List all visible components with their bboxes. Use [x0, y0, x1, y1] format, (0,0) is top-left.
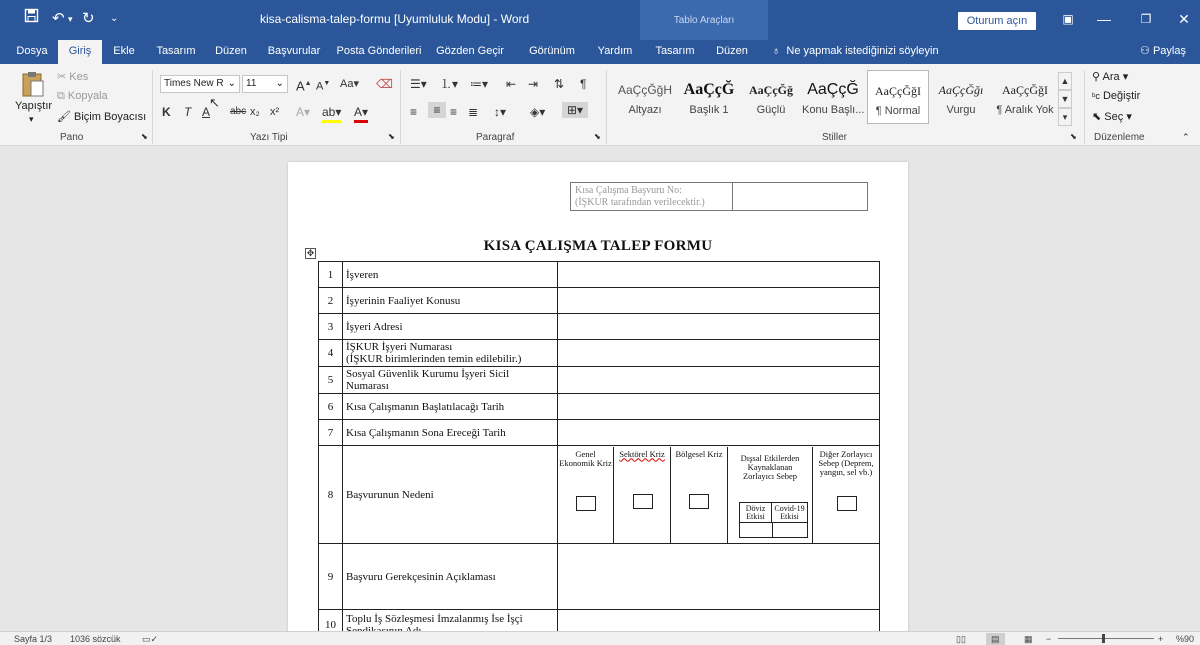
copy-icon: ⧉ [57, 90, 65, 102]
web-layout-icon[interactable]: ▦ [1024, 634, 1033, 644]
checkbox-other-reason[interactable] [837, 496, 857, 511]
decrease-indent-icon[interactable]: ⇤ [506, 77, 517, 91]
cause-sectoral [614, 447, 671, 543]
select-label: Seç [1104, 111, 1124, 123]
print-layout-icon[interactable]: ▤ [986, 633, 1005, 645]
row-number: 2 [319, 288, 343, 314]
change-case-label: Aa [340, 78, 354, 90]
borders-icon[interactable]: ⊞▾ [562, 102, 588, 118]
cut-button[interactable] [57, 70, 88, 83]
cause-regional [671, 447, 728, 543]
title-bar [0, 0, 1200, 40]
row-number: 10 [319, 610, 343, 638]
pilcrow-icon[interactable]: ¶ [580, 77, 587, 91]
row-number: 9 [319, 544, 343, 610]
application-number-label-line1: Kısa Çalışma Başvuru No: [575, 185, 682, 196]
ribbon-separator [1084, 70, 1085, 144]
line-spacing-icon[interactable]: ↕▾ [494, 105, 507, 119]
answer-cell[interactable] [558, 340, 880, 367]
style-sample: AaÇçĞ [683, 81, 735, 98]
bullets-icon[interactable]: ☰▾ [410, 77, 427, 91]
tab-references[interactable]: Başvurular [267, 45, 321, 57]
table-move-handle-icon[interactable]: ✥ [306, 248, 315, 258]
italic-button[interactable]: T [184, 105, 192, 119]
clipboard-paste-icon[interactable] [20, 70, 46, 96]
zoom-slider[interactable] [1058, 638, 1154, 639]
dialog-launcher-icon[interactable]: ⬊ [388, 132, 395, 141]
lightbulb-icon: ♁ [772, 45, 781, 57]
chevron-down-icon: ▾ [1126, 111, 1132, 123]
text-effects-icon[interactable]: A▾ [296, 105, 311, 119]
application-number-label-line2: (İŞKUR tarafından verilecektir.) [575, 197, 705, 208]
row-label-line2: Numarası [346, 380, 389, 392]
copy-button[interactable] [57, 90, 108, 103]
zoom-slider-thumb[interactable] [1102, 634, 1105, 643]
tab-home[interactable]: Giriş [58, 40, 102, 64]
row-label-line1: Sosyal Güvenlik Kurumu İşyeri Sicil [346, 368, 510, 380]
style-heading-1[interactable] [678, 70, 740, 124]
checkbox-sectoral-crisis[interactable] [633, 494, 653, 509]
format-painter-label: Biçim Boyacısı [74, 111, 147, 123]
select-button[interactable] [1092, 110, 1132, 123]
style-name: Konu Başlı... [802, 104, 865, 116]
status-bar [0, 631, 1200, 645]
styles-more-icon[interactable]: ▾ [1058, 108, 1072, 126]
undo-icon[interactable]: ↶ [52, 10, 65, 27]
checkbox-regional-crisis[interactable] [689, 494, 709, 509]
row-label-line2: (İŞKUR birimlerinden temin edilebilir.) [346, 353, 522, 365]
style-sample: AaÇçĞğ [749, 83, 793, 97]
zoom-out-icon[interactable]: − [1046, 634, 1052, 644]
strikethrough-button[interactable]: abc [230, 106, 247, 117]
cause-options-cell [558, 446, 880, 544]
paste-button[interactable]: Yapıştır [15, 100, 53, 112]
document-title: kisa-calisma-talep-formu [Uyumluluk Modu] - Word [260, 12, 530, 26]
share-button[interactable] [1140, 40, 1186, 62]
ribbon-display-icon[interactable]: ▣ [1062, 12, 1074, 26]
numbering-icon[interactable]: ⒈▾ [440, 77, 459, 91]
application-number-box [570, 182, 868, 211]
style-normal[interactable] [867, 70, 929, 124]
chevron-down-icon[interactable]: ▾ [68, 14, 73, 24]
answer-cell[interactable] [558, 367, 880, 394]
increase-indent-icon[interactable]: ⇥ [528, 77, 539, 91]
redo-icon[interactable]: ↻ [82, 10, 95, 27]
cut-label: Kes [69, 71, 89, 83]
row-label: Kısa Çalışmanın Sona Ereceği Tarih [343, 420, 558, 446]
row-number: 5 [319, 367, 343, 394]
superscript-button[interactable]: x² [270, 106, 280, 118]
close-icon[interactable]: ✕ [1178, 11, 1190, 27]
group-label-paragraph: Paragraf [476, 132, 515, 143]
answer-cell[interactable] [558, 314, 880, 340]
align-center-icon[interactable]: ≡ [428, 102, 446, 118]
tab-layout[interactable]: Düzen [215, 45, 247, 57]
style-name: ¶ Normal [875, 105, 921, 117]
proofing-icon[interactable]: ▭✓ [142, 634, 159, 644]
tab-table-design[interactable]: Tasarım [655, 45, 695, 57]
cause-external-label: Dışsal Etkilerden Kaynaklanan Zorlayıcı Sebep [740, 452, 800, 481]
tab-insert[interactable]: Ekle [113, 45, 135, 57]
covid-effect-label: Covid-19 Etkisi [772, 503, 807, 523]
change-case-button[interactable]: Aa▾ [340, 78, 359, 90]
style-title[interactable] [802, 70, 864, 124]
currency-effect-label: Döviz Etkisi [740, 503, 772, 523]
highlight-icon[interactable]: ab▾ [322, 104, 341, 123]
grow-font-icon[interactable]: A▲ [296, 78, 312, 94]
row-label: İşyeri Adresi [343, 314, 558, 340]
bold-button[interactable]: K [162, 105, 171, 119]
tab-view[interactable]: Görünüm [529, 45, 575, 57]
style-name: Vurgu [946, 104, 976, 116]
cause-other [813, 447, 879, 543]
row-number: 1 [319, 262, 343, 288]
minimize-icon[interactable]: — [1097, 11, 1111, 27]
chevron-down-icon: ⌄ [227, 78, 236, 89]
answer-cell[interactable] [558, 394, 880, 420]
table-row [319, 288, 880, 314]
page-count[interactable]: Sayfa 1/3 [14, 634, 53, 644]
align-right-icon[interactable]: ≡ [450, 105, 458, 119]
align-left-icon[interactable]: ≡ [410, 105, 418, 119]
replace-icon: ᵇc [1092, 91, 1100, 101]
style-sample: AaÇçĞğH [617, 83, 673, 97]
row-label: İşveren [343, 262, 558, 288]
form-title: KISA ÇALIŞMA TALEP FORMU [483, 238, 713, 254]
row-label: Başvuru Gerekçesinin Açıklaması [343, 544, 558, 610]
tab-design[interactable]: Tasarım [156, 45, 196, 57]
maximize-icon[interactable]: ❐ [1140, 12, 1152, 26]
multilevel-list-icon[interactable]: ≔▾ [470, 77, 489, 91]
cause-options [558, 447, 879, 543]
styles-scroll-down-icon[interactable]: ▼ [1058, 90, 1072, 108]
document-page[interactable] [288, 162, 908, 637]
copy-label: Kopyala [67, 90, 108, 102]
tell-me-search[interactable] [772, 40, 939, 62]
format-painter-button[interactable] [57, 110, 146, 123]
group-label-clipboard: Pano [60, 132, 84, 143]
tab-table-layout[interactable]: Düzen [716, 45, 748, 57]
shading-icon[interactable]: ◈▾ [530, 105, 546, 119]
ribbon-separator [400, 70, 401, 144]
replace-button[interactable] [1092, 90, 1140, 102]
table-row [319, 446, 880, 544]
tell-me-label: Ne yapmak istediğinizi söyleyin [786, 45, 939, 57]
mouse-cursor-icon: ↖ [209, 95, 220, 110]
row-number: 4 [319, 340, 343, 367]
row-label-line1: Toplu İş Sözleşmesi İmzalanmış İse İşçi [346, 612, 523, 625]
row-label: Başvurunun Nedeni [343, 446, 558, 544]
dialog-launcher-icon[interactable]: ⬊ [594, 132, 601, 141]
chevron-down-icon: ⌄ [275, 78, 284, 89]
document-area[interactable] [0, 146, 1200, 631]
font-name-value: Times New R [164, 78, 224, 89]
cause-external [728, 447, 813, 543]
group-label-font: Yazı Tipi [250, 132, 288, 143]
ribbon-separator [152, 70, 153, 144]
checkbox-general-crisis[interactable] [576, 496, 596, 511]
word-count[interactable]: 1036 sözcük [70, 634, 121, 644]
external-subtable [739, 502, 808, 538]
cause-regional-label: Bölgesel Kriz [675, 448, 723, 459]
sort-icon[interactable]: ⇅ [554, 77, 565, 91]
ribbon-separator [606, 70, 607, 144]
table-row [319, 340, 880, 367]
ribbon-tabs [0, 40, 1200, 64]
subscript-button[interactable]: x₂ [250, 106, 260, 118]
table-row [319, 544, 880, 610]
tab-file[interactable]: Dosya [16, 45, 48, 57]
read-mode-icon[interactable]: ▯▯ [956, 634, 966, 644]
table-row [319, 314, 880, 340]
style-name: Altyazı [628, 104, 662, 116]
share-label: Paylaş [1152, 45, 1186, 57]
ribbon-home [0, 64, 1200, 146]
cause-sectoral-label: Sektörel Kriz [619, 448, 665, 459]
scissors-icon: ✂ [57, 71, 67, 83]
tab-mailings[interactable]: Posta Gönderileri [336, 45, 422, 57]
request-form-table [318, 261, 880, 637]
zoom-in-icon[interactable]: + [1158, 634, 1164, 644]
chevron-down-icon[interactable]: ▾ [29, 114, 34, 124]
style-name: ¶ Aralık Yok [996, 104, 1054, 116]
style-sample: AaÇçĞğı [938, 83, 984, 97]
clear-formatting-icon[interactable]: ⌫ [376, 77, 393, 91]
style-strong[interactable] [740, 70, 802, 124]
cause-general [558, 447, 614, 543]
font-color-icon[interactable]: A▾ [354, 104, 368, 123]
save-icon[interactable] [24, 8, 39, 30]
row-label [343, 340, 558, 367]
tab-review[interactable]: Gözden Geçir [436, 45, 504, 57]
answer-cell[interactable] [558, 262, 880, 288]
row-number: 8 [319, 446, 343, 544]
font-size-combo[interactable] [242, 75, 288, 93]
row-number: 7 [319, 420, 343, 446]
sign-in-button[interactable]: Oturum açın [958, 12, 1036, 30]
row-label-line1: İŞKUR İşyeri Numarası [346, 341, 453, 353]
replace-label: Değiştir [1102, 90, 1141, 102]
application-number-label [571, 183, 733, 210]
shrink-font-icon[interactable]: A▼ [316, 80, 331, 93]
styles-scroll-up-icon[interactable]: ▲ [1058, 72, 1072, 90]
zoom-level[interactable]: %90 [1176, 634, 1195, 644]
style-sample: AaÇçĞ [807, 81, 859, 98]
select-arrow-icon: ⬉ [1092, 111, 1102, 123]
subtable-divider [772, 523, 773, 537]
dialog-launcher-icon[interactable]: ⬊ [1070, 132, 1077, 141]
style-no-spacing[interactable] [994, 70, 1056, 124]
table-row [319, 394, 880, 420]
cause-general-label: Genel Ekonomik Kriz [559, 448, 612, 468]
style-emphasis[interactable] [930, 70, 992, 124]
find-button[interactable] [1092, 70, 1128, 83]
font-name-combo[interactable] [160, 75, 240, 93]
chevron-down-icon: ▾ [1122, 71, 1129, 83]
style-name: Güçlü [756, 104, 786, 116]
answer-cell[interactable] [558, 420, 880, 446]
row-label [343, 367, 558, 394]
table-row [319, 262, 880, 288]
row-number: 6 [319, 394, 343, 420]
contextual-tab-header: Tablo Araçları [640, 0, 768, 40]
style-name: Başlık 1 [689, 104, 729, 116]
style-subtitle[interactable] [614, 70, 676, 124]
style-sample: AaÇçĞğI [1002, 83, 1048, 97]
cause-other-label: Diğer Zorlayıcı Sebep (Deprem, yangın, sel vb.) [818, 448, 874, 477]
person-icon: ⚇ [1140, 45, 1150, 57]
answer-cell[interactable] [558, 544, 880, 610]
group-label-styles: Stiller [822, 132, 848, 143]
find-label: Ara [1102, 71, 1120, 83]
row-number: 3 [319, 314, 343, 340]
row-label: İşyerinin Faaliyet Konusu [343, 288, 558, 314]
table-row [319, 367, 880, 394]
brush-icon: 🖌 [57, 111, 71, 123]
table-row [319, 420, 880, 446]
customize-qat-icon[interactable]: ⌄ [110, 13, 119, 24]
search-icon: ⚲ [1092, 71, 1101, 83]
style-sample: AaÇçĞğI [875, 84, 921, 98]
answer-cell[interactable] [558, 288, 880, 314]
font-size-value: 11 [246, 78, 257, 89]
underline-button[interactable]: A [202, 105, 211, 119]
tab-help[interactable]: Yardım [597, 45, 633, 57]
collapse-ribbon-icon[interactable]: ⌃ [1182, 132, 1190, 142]
group-label-editing: Düzenleme [1094, 132, 1145, 143]
row-label: Kısa Çalışmanın Başlatılacağı Tarih [343, 394, 558, 420]
dialog-launcher-icon[interactable]: ⬊ [141, 132, 148, 141]
justify-icon[interactable]: ≣ [468, 105, 479, 119]
